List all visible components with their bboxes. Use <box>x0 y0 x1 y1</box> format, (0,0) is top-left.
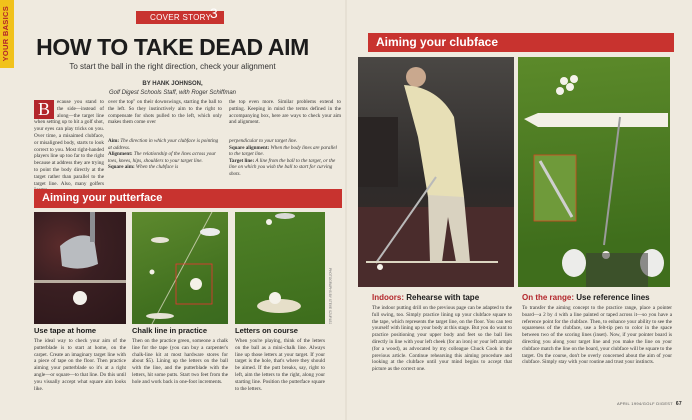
folio-text: APRIL 1994/GOLF DIGEST <box>616 401 673 406</box>
putter-blade <box>151 237 169 243</box>
photo-range-pointer <box>518 57 670 287</box>
definition-term: Aim: <box>108 138 120 144</box>
definition-text: The direction in which your clubface is pointing at address. <box>108 138 219 151</box>
photo-letters-on-ball <box>235 212 325 324</box>
golf-shoe <box>562 249 586 277</box>
subhead-lead: Indoors: <box>372 293 404 302</box>
definition-text: The relationship of the lines across your toes, knees, hips, shoulders to your target line. <box>108 151 216 164</box>
subhead-indoors <box>372 293 479 302</box>
subhead-rest: Rehearse with tape <box>404 293 480 302</box>
photo-chalk-line <box>132 212 228 324</box>
definitions-box <box>108 138 344 182</box>
subhead-lead: On the range: <box>522 293 575 302</box>
golf-ball <box>377 264 383 270</box>
tape-line <box>34 280 126 283</box>
definition-term: Square alignment: <box>229 144 270 151</box>
golf-ball <box>150 270 155 275</box>
range-photo-illustration <box>518 57 670 287</box>
golf-ball <box>269 292 281 304</box>
putterface-banner: Aiming your putterface <box>34 189 342 208</box>
byline-staff: Golf Digest Schools Staff, with Roger Schiffman <box>108 89 237 96</box>
tape-line <box>366 261 498 263</box>
golf-ball <box>73 291 87 305</box>
definition-target-line <box>229 158 341 178</box>
intro-column-1 <box>34 99 104 191</box>
definitions-right <box>229 138 341 178</box>
definition-text: perpendicular to your target line. <box>229 138 298 144</box>
section-label <box>136 5 224 24</box>
definition-aim <box>108 138 220 151</box>
intro-column-1-text: ecause you stand to the side—instead of along—the target line when setting up to hit a golf shot, your eyes can play tricks on you. Over time, a misaimed clubface, or misaligned body, starts to look correct to you. Most right-handed players line up too far to the right because at address they are trying to point the body directly at the target rather than parallel to the target line. Also, many golfers <box>34 99 104 187</box>
definition-text: When the body lines are parallel to the target line. <box>229 144 337 158</box>
trouser-legs <box>586 253 648 287</box>
definition-square-aim-cont <box>229 138 341 145</box>
intro-column-2: over the top" on their downswings, starting the ball to the left. So they instinctively aim to the right to compensate for shots pulled to the left, which only makes them come over <box>108 99 222 126</box>
definition-alignment <box>108 151 220 164</box>
subhead-rest: Use reference lines <box>574 293 650 302</box>
subhead-letters-on-course: Letters on course <box>235 326 298 335</box>
clubface-banner: Aiming your clubface <box>368 33 674 52</box>
range-ball <box>560 77 568 85</box>
putter-photo-illustration <box>34 212 126 324</box>
definitions-left <box>108 138 220 171</box>
drop-cap: B <box>34 100 54 119</box>
background-furniture <box>358 117 398 187</box>
definition-term: Target line: <box>229 157 255 164</box>
definition-term: Square aim: <box>108 164 135 171</box>
putter-shaft <box>90 212 95 242</box>
golf-shoe <box>200 228 220 236</box>
page-gutter <box>345 0 347 420</box>
byline-author: BY HANK JOHNSON, <box>142 81 203 87</box>
photo-credit: PHOTOGRAPHS BY STEVE SZURLEJ <box>328 268 332 325</box>
photo-putter-on-carpet <box>34 212 126 324</box>
text-indoors: The indoor putting drill on the previous page can be adapted to the full swing, too. Simply practice lining up your clubface square to the tape, which represents the target line, on the floor. You can test yourself with lining up your body at this stage. But you do want to practice positioning your upper body and feet so the ball lies directly in line with your left cheek (for an iron) or your left armpit (for a wood), as advocated by my colleague Chuck Cook in the previous article. Continue rehearsing this aiming procedure and looking at the clubface until your mind begins to accept that picture as the correct one. <box>372 305 512 373</box>
chalk-line <box>152 212 212 324</box>
pointer-board <box>524 113 668 127</box>
definition-text: A line from the ball to the target, or the line on which you wish the ball to start for curving shots. <box>229 157 336 177</box>
chalk-photo-illustration <box>132 212 228 324</box>
folio <box>617 401 682 407</box>
text-on-the-range: To transfer the aiming concept to the practice range, place a pointer board—a 2 by 4 with a line painted or taped across it—so you have a reference point for the clubface. Then, to enhance your ability to see the squareness of the clubface, use a felt-tip pen to color in the space between two of the scoring lines (inset). Now, if your pointer board is directing you along your target line and you make the line on your clubface match the line on the board, your clubface will be square to the target. On the course, don't be overly concerned about the aim of your clubface. Simply stay with your routine and trust your instincts. <box>522 305 672 366</box>
photo-indoor-tape <box>358 57 514 287</box>
text-tape-at-home: The ideal way to check your aim of the putterblade is to start at home, on the carpet. Create an imaginary target line with a piece of tape on the floor. Then practice aiming your putterblade so it's at a right angle—or square—to that line. Do this until you visually accept what square aim looks like. <box>34 338 126 392</box>
text-letters-on-course: When you're playing, think of the letters on the ball as a mini-chalk line. Always line up those letters at your target. If your target is the hole, that's where they should be aimed. If the putt breaks, say, right to left, aim the letters to the right, along your starting line. Position the putterface square to the letters. <box>235 338 325 392</box>
intro-column-3: the top even more. Similar problems extend to putting. Keeping in mind the terms defined in the accompanying box, here are ways to check your aim and alignment. <box>229 99 341 126</box>
indoor-photo-illustration <box>358 57 514 287</box>
range-ball <box>556 87 564 95</box>
section-label-text: COVER STORY <box>150 13 212 22</box>
spine-label: YOUR BASICS <box>1 6 10 62</box>
section-number: 3 <box>209 5 218 21</box>
article-deck: To start the ball in the right direction, check your alignment <box>69 62 276 71</box>
definition-square-aim <box>108 164 220 171</box>
range-ball <box>566 83 574 91</box>
subhead-chalk-line: Chalk line in practice <box>132 326 208 335</box>
letters-photo-illustration <box>235 212 325 324</box>
byline <box>0 80 345 97</box>
golf-shoe <box>275 213 295 219</box>
golf-ball <box>266 219 272 225</box>
definition-square-alignment <box>229 145 341 158</box>
golf-club <box>604 117 620 245</box>
subhead-on-the-range <box>522 293 650 302</box>
definition-text: When the clubface is <box>134 164 179 171</box>
text-chalk-line: Then on the practice green, someone a chalk line for the tape (you can buy a carpenter's chalk-line kit at most hardware stores for about $5). Lining up the letters on the ball with the line, and the putterblade with the letters, hit some putts. Start two feet from the hole and work back in one-foot increments. <box>132 338 228 385</box>
golf-ball <box>190 278 202 290</box>
range-ball <box>570 75 578 83</box>
golfer-head <box>406 67 426 87</box>
page-number: 67 <box>675 401 682 407</box>
subhead-tape-at-home: Use tape at home <box>34 326 97 335</box>
definition-term: Alignment: <box>108 151 133 158</box>
article-title: HOW TO TAKE DEAD AIM <box>36 34 309 60</box>
putter-blade <box>146 313 174 319</box>
